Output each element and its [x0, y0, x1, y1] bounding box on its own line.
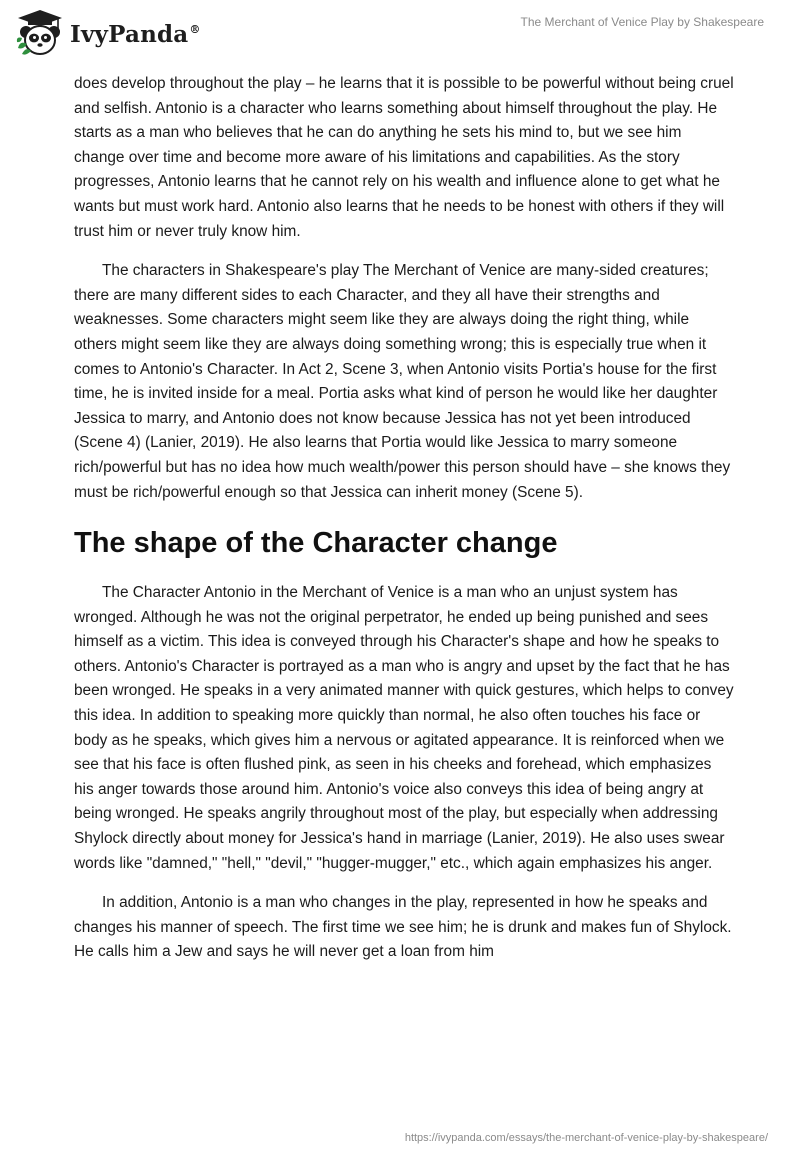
page-header	[0, 0, 800, 70]
source-url[interactable]: https://ivypanda.com/essays/the-merchant-of-venice-play-by-shakespeare/	[404, 1132, 768, 1144]
panda-graduate-icon	[14, 8, 66, 58]
brand-name: IvyPanda®	[70, 20, 201, 48]
section-heading: The shape of the Character change	[74, 527, 558, 560]
registered-mark: ®	[189, 22, 201, 36]
paragraph: does develop throughout the play – he learns that it is possible to be powerful without being cruel and selfish. Antonio is a character who learns something about himself throughout the play. He starts as a man who believes that he can do anything he sets his mind to, but we see him change over time and become more aware of his limitations and capabilities. As the story progresses, Antonio learns that he cannot rely on his wealth and influence alone to get what he wants but must work hard. Antonio also learns that he needs to be honest with others if they will trust him or never truly know him.	[74, 75, 734, 240]
paragraph: In addition, Antonio is a man who changes in the play, represented in how he speaks and changes his manner of speech. The first time we see him; he is drunk and makes fun of Shylock. He calls him a Jew and says he will never get a loan from him	[74, 894, 732, 961]
essay-content	[74, 72, 734, 980]
document-title: The Merchant of Venice Play by Shakespeare	[520, 15, 764, 29]
paragraph: The characters in Shakespeare's play The Merchant of Venice are many-sided creatures; there are many different sides to each Character, and they all have their strengths and weaknesses. Some characters might seem like they are always doing the right thing, while others might seem like they are always doing something wrong; this is especially true when it comes to Antonio's Character. In Act 2, Scene 3, when Antonio visits Portia's house for the first time, he is invited inside for a meal. Portia asks what kind of person he would like her daughter Jessica to marry, and Antonio does not know because Jessica has not yet been introduced (Scene 4) (Lanier, 2019). He also learns that Portia would like Jessica to marry someone rich/powerful but has no idea how much wealth/power this person should have – she knows they must be rich/powerful enough so that Jessica can inherit money (Scene 5).	[74, 262, 731, 501]
paragraph: The Character Antonio in the Merchant of Venice is a man who an unjust system has wronged. Although he was not the original perpetrator, he ended up being punished and sees himself as a victim. This idea is conveyed through his Character's shape and how he speaks to others. Antonio's Character is portrayed as a man who is angry and upset by the fact that he has been wronged. He speaks in a very animated manner with quick gestures, which helps to convey this idea. In addition to speaking more quickly than normal, he also often touches his face or body as he speaks, which gives him a nervous or agitated appearance. It is reinforced when we see that his face is often flushed pink, as seen in his cheeks and forehead, which emphasizes his anger towards those around him. Antonio's voice also conveys this idea of being angry at being wronged. He speaks angrily throughout most of the play, but especially when addressing Shylock directly about money for Jessica's hand in marriage (Lanier, 2019). He also uses swear words like "damned," "hell," "devil," "hugger-mugger," etc., which again emphasizes his anger.	[74, 584, 734, 872]
ivypanda-logo[interactable]	[14, 8, 201, 58]
